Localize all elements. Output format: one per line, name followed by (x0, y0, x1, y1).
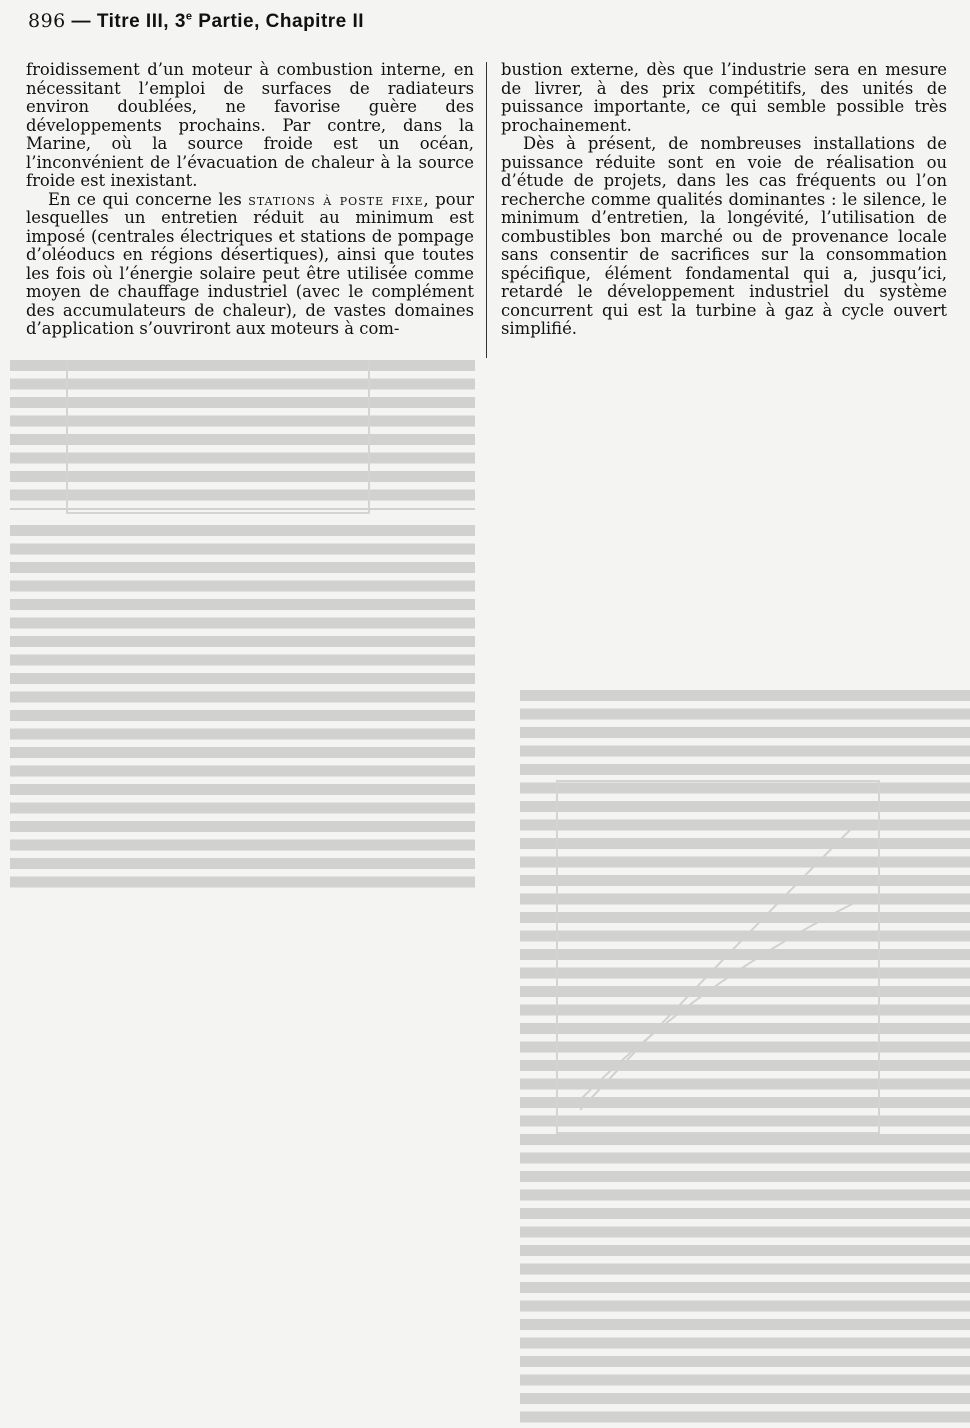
small-caps-term: stations à poste fixe (248, 189, 424, 209)
paragraph: En ce qui concerne les stations à poste fixe, pour lesquelles un entretien réduit au minimum est imposé (centrales électriques et stations de pompage d’oléoducs en régions désertiques), ainsi que toutes les fois où l’énergie solaire peut être utilisée comme moyen de chauffage industriel (avec le complément des accumulateurs de chaleur), de vastes domaines d’application s’ouvriront aux moteurs à com- (26, 189, 474, 338)
paragraph: Dès à présent, de nombreuses installations de puissance réduite sont en voie de réalisation ou d’étude de projets, dans les cas fréquents ou l’on recherche comme qualités dominantes : le silence, le minimum d’entretien, la longévité, l’utilisation de combustibles bon marché ou de provenance locale sans consentir de sacrifices sur la consommation spécifique, élément fondamental qui a, jusqu’ici, retardé le développement industriel du système concurrent qui est la turbine à gaz à cycle ouvert simplifié. (501, 134, 947, 338)
paragraph: bustion externe, dès que l’industrie sera en mesure de livrer, à des prix compétitifs, des unités de puissance importante, ce qui semble possible très prochainement. (501, 60, 947, 135)
paragraph: froidissement d’un moteur à combustion interne, en nécessitant l’emploi de surfaces de radiateurs environ doublées, ne favorise guère des développements prochains. Par contre, dans la Marine, où la source froide est un océan, l’inconvénient de l’évacuation de chaleur à la source froide est inexistant. (26, 60, 474, 190)
page-number: 896 (28, 10, 66, 32)
right-column (501, 61, 947, 339)
left-column (26, 61, 474, 339)
header-separator: — (71, 11, 92, 32)
column-divider (486, 62, 487, 358)
page-header (28, 10, 364, 33)
header-title: Titre III, 3e Partie, Chapitre II (96, 10, 365, 32)
reverse-side-bleed-through (0, 360, 970, 1428)
